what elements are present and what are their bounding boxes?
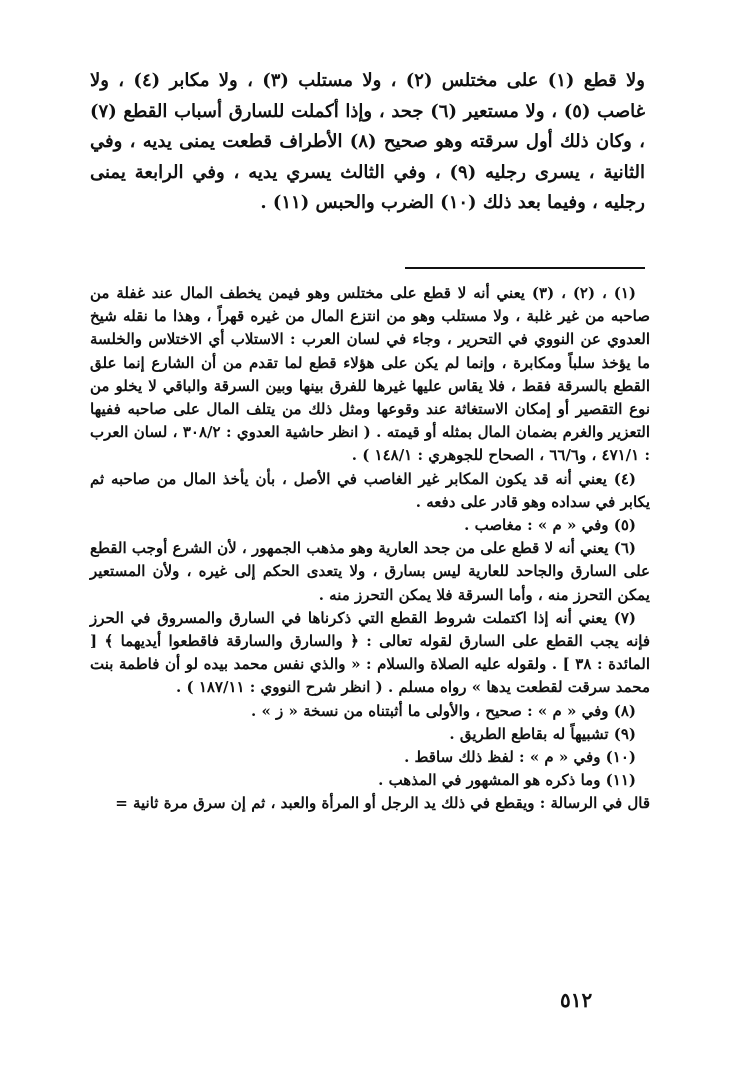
footnote-7: (٧) يعني أنه إذا اكتملت شروط القطع التي ذكرناها في السارق والمسروق في الحرز فإنه يجب القطع على السارق لقوله تعالى : ﴿ والسارق والسارقة فاقطعوا أيديهما ﴾ [ المائدة : ٣٨ ] . ولقوله عليه الصلاة والسلام : « والذي نفس محمد بيده لو أن فاطمة بنت محمد سرقت لقطعت يدها » رواه مسلم . ( انظر شرح النووي : ١٨٧/١١ ) . (90, 608, 650, 697)
footnote-6: (٦) يعني أنه لا قطع على من جحد العارية وهو مذهب الجمهور ، لأن الشرع أوجب القطع على السارق والجاحد للعارية ليس بسارق ، ولا يتعدى الحكم إلى غيره ، ولأن المستعير يمكن التحرز منه ، وأما السرقة فلا يمكن التحرز منه . (90, 539, 650, 604)
page-number: ٥١٢ (560, 988, 593, 1012)
main-paragraph: ولا قطع (١) على مختلس (٢) ، ولا مستلب (٣) ، ولا مكابر (٤) ، ولا غاصب (٥) ، ولا مستعير (٦) جحد ، وإذا أكملت للسارق أسباب القطع (٧) ، وكان ذلك أول سرقته وهو صحيح (٨) الأطراف قطعت يمنى يديه ، وفي الثانية ، يسرى رجليه (٩) ، وفي الثالث يسري يديه ، وفي الرابعة يمنى رجليه ، وفيما بعد ذلك (١٠) الضرب والحبس (١١) . (90, 70, 646, 213)
footnote-9: (٩) تشبيهاً له بقاطع الطريق . (449, 724, 636, 743)
footnote-4: (٤) يعني أنه قد يكون المكابر غير الغاصب في الأصل ، بأن يأخذ المال من صاحبه ثم يكابر في سداده وهو قادر على دفعه . (90, 469, 650, 511)
main-text-block (90, 66, 645, 219)
footnotes-block (90, 282, 650, 816)
footnote-11: (١١) وما ذكره هو المشهور في المذهب . (378, 771, 636, 790)
footnote-1-3: (١) ، (٢) ، (٣) يعني أنه لا قطع على مختلس وهو فيمن يخطف المال عند غفلة من صاحبه من غير غلبة ، ولا مستلب وهو من انتزع المال من غيره قهراً ، وهذا ما نقله شيخ العدوي عن النووي في التحرير ، وجاء في لسان العرب : الاستلاب أي الاختلاس والخلسة ما يؤخذ سلباً ومكابرة ، وإنما لم يكن على هؤلاء قطع لما تقدم من أن الشارع إنما علق القطع بالسرقة فقط ، فلا يقاس عليها غيرها للفرق بينها وبين السرقة والباقي لا يخلو من نوع التقصير أو إمكان الاستغاثة عند وقوعها ومثل ذلك من يتلف المال على صاحبه ففيها التعزير والغرم بضمان المال بمثله أو قيمته . ( انظر حاشية العدوي : ٣٠٨/٢ ، لسان العرب : ٤٧١/١ ، و٦٦/٦ ، الصحاح للجوهري : ١٤٨/١ ) . (90, 284, 650, 465)
footnote-5: (٥) وفي « م » : مغاصب . (464, 516, 636, 535)
footnote-10: (١٠) وفي « م » : لفظ ذلك ساقط . (404, 748, 636, 767)
footnote-divider (405, 267, 645, 269)
footnote-continuation: قال في الرسالة : ويقطع في ذلك يد الرجل أو المرأة والعبد ، ثم إن سرق مرة ثانية = (115, 794, 650, 813)
footnote-8: (٨) وفي « م » : صحيح ، والأولى ما أثبتناه من نسخة « ز » . (251, 701, 636, 720)
